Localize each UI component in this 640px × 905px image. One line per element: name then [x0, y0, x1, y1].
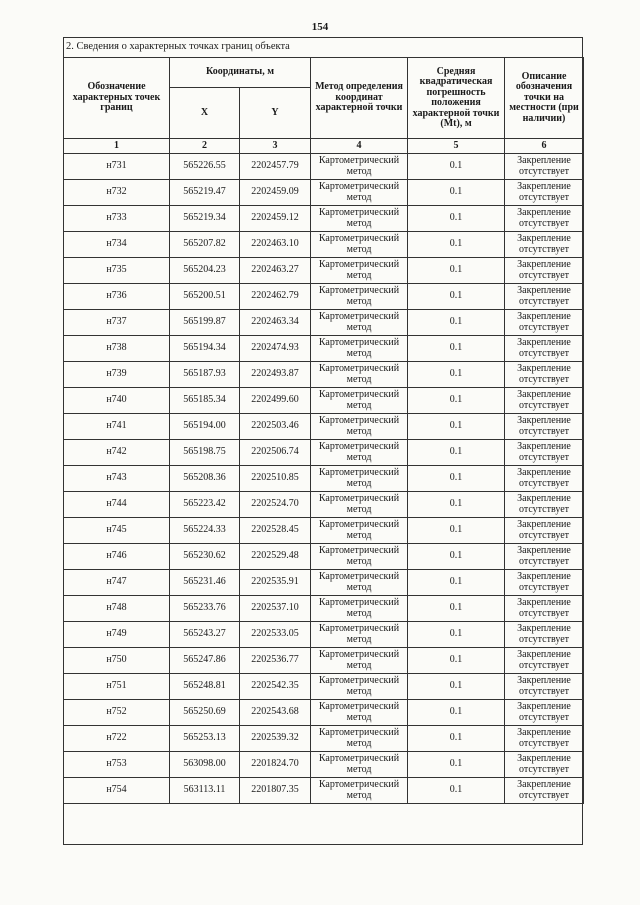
- mean-error-cell: 0.1: [408, 154, 505, 180]
- description-cell: Закрепление отсутствует: [505, 596, 584, 622]
- coord-x-cell: 565224.33: [170, 518, 240, 544]
- description-cell: Закрепление отсутствует: [505, 778, 584, 804]
- mean-error-cell: 0.1: [408, 544, 505, 570]
- coord-y-cell: 2202542.35: [240, 674, 311, 700]
- table-row: [64, 336, 584, 362]
- point-id-cell: н731: [64, 154, 170, 180]
- coord-x-cell: 565226.55: [170, 154, 240, 180]
- header-y: Y: [240, 88, 311, 139]
- column-number: 4: [311, 139, 408, 154]
- description-cell: Закрепление отсутствует: [505, 154, 584, 180]
- coord-x-cell: 565248.81: [170, 674, 240, 700]
- method-cell: Картометрический метод: [311, 206, 408, 232]
- section-title: 2. Сведения о характерных точках границ объекта: [66, 41, 290, 52]
- header-coordinates: Координаты, м: [170, 58, 311, 88]
- point-id-cell: н732: [64, 180, 170, 206]
- mean-error-cell: 0.1: [408, 674, 505, 700]
- description-cell: Закрепление отсутствует: [505, 258, 584, 284]
- coord-y-cell: 2202539.32: [240, 726, 311, 752]
- coord-x-cell: 565198.75: [170, 440, 240, 466]
- coord-y-cell: 2202510.85: [240, 466, 311, 492]
- point-id-cell: н749: [64, 622, 170, 648]
- coord-y-cell: 2202535.91: [240, 570, 311, 596]
- description-cell: Закрепление отсутствует: [505, 362, 584, 388]
- header-error: Средняя квадратическая погрешность положения характерной точки (Mt), м: [408, 58, 505, 139]
- description-cell: Закрепление отсутствует: [505, 492, 584, 518]
- table-row: [64, 570, 584, 596]
- mean-error-cell: 0.1: [408, 258, 505, 284]
- table-row: [64, 726, 584, 752]
- coord-y-cell: 2202528.45: [240, 518, 311, 544]
- coord-y-cell: 2202459.12: [240, 206, 311, 232]
- point-id-cell: н741: [64, 414, 170, 440]
- point-id-cell: н746: [64, 544, 170, 570]
- description-cell: Закрепление отсутствует: [505, 336, 584, 362]
- coord-x-cell: 565204.23: [170, 258, 240, 284]
- coord-y-cell: 2202474.93: [240, 336, 311, 362]
- mean-error-cell: 0.1: [408, 700, 505, 726]
- mean-error-cell: 0.1: [408, 362, 505, 388]
- mean-error-cell: 0.1: [408, 596, 505, 622]
- column-number-row: [64, 139, 584, 154]
- method-cell: Картометрический метод: [311, 466, 408, 492]
- table-row: [64, 180, 584, 206]
- table-row: [64, 492, 584, 518]
- coord-x-cell: 565207.82: [170, 232, 240, 258]
- coord-x-cell: 565253.13: [170, 726, 240, 752]
- coord-y-cell: 2201807.35: [240, 778, 311, 804]
- header-method: Метод определения координат характерной точки: [311, 58, 408, 139]
- method-cell: Картометрический метод: [311, 180, 408, 206]
- table-row: [64, 206, 584, 232]
- method-cell: Картометрический метод: [311, 414, 408, 440]
- point-id-cell: н722: [64, 726, 170, 752]
- description-cell: Закрепление отсутствует: [505, 284, 584, 310]
- description-cell: Закрепление отсутствует: [505, 414, 584, 440]
- table-row: [64, 232, 584, 258]
- point-id-cell: н752: [64, 700, 170, 726]
- point-id-cell: н735: [64, 258, 170, 284]
- coord-y-cell: 2202462.79: [240, 284, 311, 310]
- description-cell: Закрепление отсутствует: [505, 674, 584, 700]
- description-cell: Закрепление отсутствует: [505, 180, 584, 206]
- coord-y-cell: 2202529.48: [240, 544, 311, 570]
- coord-x-cell: 565199.87: [170, 310, 240, 336]
- point-id-cell: н740: [64, 388, 170, 414]
- description-cell: Закрепление отсутствует: [505, 570, 584, 596]
- point-id-cell: н754: [64, 778, 170, 804]
- coord-x-cell: 565233.76: [170, 596, 240, 622]
- mean-error-cell: 0.1: [408, 752, 505, 778]
- description-cell: Закрепление отсутствует: [505, 622, 584, 648]
- coord-x-cell: 565194.34: [170, 336, 240, 362]
- table-row: [64, 778, 584, 804]
- point-id-cell: н751: [64, 674, 170, 700]
- coord-y-cell: 2202463.34: [240, 310, 311, 336]
- coord-x-cell: 565187.93: [170, 362, 240, 388]
- table-row: [64, 622, 584, 648]
- method-cell: Картометрический метод: [311, 596, 408, 622]
- method-cell: Картометрический метод: [311, 570, 408, 596]
- coord-y-cell: 2202493.87: [240, 362, 311, 388]
- coord-x-cell: 565185.34: [170, 388, 240, 414]
- point-id-cell: н742: [64, 440, 170, 466]
- page-number: 154: [311, 21, 329, 33]
- mean-error-cell: 0.1: [408, 726, 505, 752]
- method-cell: Картометрический метод: [311, 674, 408, 700]
- point-id-cell: н748: [64, 596, 170, 622]
- coord-y-cell: 2202503.46: [240, 414, 311, 440]
- coord-x-cell: 565219.34: [170, 206, 240, 232]
- column-number: 1: [64, 139, 170, 154]
- header-description: Описание обозначения точки на местности (при наличии): [505, 58, 584, 139]
- table-row: [64, 466, 584, 492]
- point-id-cell: н747: [64, 570, 170, 596]
- method-cell: Картометрический метод: [311, 622, 408, 648]
- coord-y-cell: 2202499.60: [240, 388, 311, 414]
- description-cell: Закрепление отсутствует: [505, 544, 584, 570]
- table-row: [64, 310, 584, 336]
- mean-error-cell: 0.1: [408, 518, 505, 544]
- table-row: [64, 258, 584, 284]
- table-row: [64, 752, 584, 778]
- coord-x-cell: 565243.27: [170, 622, 240, 648]
- mean-error-cell: 0.1: [408, 388, 505, 414]
- coord-x-cell: 565230.62: [170, 544, 240, 570]
- mean-error-cell: 0.1: [408, 466, 505, 492]
- table-row: [64, 648, 584, 674]
- point-id-cell: н739: [64, 362, 170, 388]
- point-id-cell: н738: [64, 336, 170, 362]
- description-cell: Закрепление отсутствует: [505, 232, 584, 258]
- point-id-cell: н750: [64, 648, 170, 674]
- mean-error-cell: 0.1: [408, 778, 505, 804]
- coord-x-cell: 565208.36: [170, 466, 240, 492]
- description-cell: Закрепление отсутствует: [505, 518, 584, 544]
- mean-error-cell: 0.1: [408, 648, 505, 674]
- method-cell: Картометрический метод: [311, 232, 408, 258]
- description-cell: Закрепление отсутствует: [505, 310, 584, 336]
- coord-x-cell: 565219.47: [170, 180, 240, 206]
- mean-error-cell: 0.1: [408, 284, 505, 310]
- method-cell: Картометрический метод: [311, 310, 408, 336]
- coord-x-cell: 565194.00: [170, 414, 240, 440]
- mean-error-cell: 0.1: [408, 336, 505, 362]
- header-x: X: [170, 88, 240, 139]
- header-designation: Обозначение характерных точек границ: [64, 58, 170, 139]
- description-cell: Закрепление отсутствует: [505, 700, 584, 726]
- coord-x-cell: 563113.11: [170, 778, 240, 804]
- method-cell: Картометрический метод: [311, 700, 408, 726]
- method-cell: Картометрический метод: [311, 518, 408, 544]
- point-id-cell: н733: [64, 206, 170, 232]
- coord-x-cell: 565200.51: [170, 284, 240, 310]
- table-row: [64, 596, 584, 622]
- method-cell: Картометрический метод: [311, 648, 408, 674]
- section-frame: [63, 37, 583, 845]
- coord-y-cell: 2202457.79: [240, 154, 311, 180]
- coord-y-cell: 2202459.09: [240, 180, 311, 206]
- point-id-cell: н753: [64, 752, 170, 778]
- coord-y-cell: 2202506.74: [240, 440, 311, 466]
- mean-error-cell: 0.1: [408, 180, 505, 206]
- mean-error-cell: 0.1: [408, 570, 505, 596]
- mean-error-cell: 0.1: [408, 206, 505, 232]
- coord-x-cell: 565247.86: [170, 648, 240, 674]
- table-row: [64, 388, 584, 414]
- method-cell: Картометрический метод: [311, 544, 408, 570]
- method-cell: Картометрический метод: [311, 362, 408, 388]
- column-number: 5: [408, 139, 505, 154]
- mean-error-cell: 0.1: [408, 492, 505, 518]
- table-row: [64, 544, 584, 570]
- coord-y-cell: 2202524.70: [240, 492, 311, 518]
- mean-error-cell: 0.1: [408, 310, 505, 336]
- point-id-cell: н734: [64, 232, 170, 258]
- mean-error-cell: 0.1: [408, 440, 505, 466]
- table-row: [64, 154, 584, 180]
- mean-error-cell: 0.1: [408, 232, 505, 258]
- coord-y-cell: 2202463.10: [240, 232, 311, 258]
- description-cell: Закрепление отсутствует: [505, 648, 584, 674]
- method-cell: Картометрический метод: [311, 778, 408, 804]
- boundary-points-table: [63, 57, 584, 804]
- description-cell: Закрепление отсутствует: [505, 726, 584, 752]
- table-row: [64, 700, 584, 726]
- coord-y-cell: 2202536.77: [240, 648, 311, 674]
- coord-y-cell: 2202537.10: [240, 596, 311, 622]
- mean-error-cell: 0.1: [408, 414, 505, 440]
- point-id-cell: н743: [64, 466, 170, 492]
- coord-y-cell: 2202463.27: [240, 258, 311, 284]
- coord-x-cell: 565231.46: [170, 570, 240, 596]
- table-body: [64, 154, 584, 804]
- method-cell: Картометрический метод: [311, 726, 408, 752]
- description-cell: Закрепление отсутствует: [505, 466, 584, 492]
- point-id-cell: н737: [64, 310, 170, 336]
- coord-x-cell: 563098.00: [170, 752, 240, 778]
- point-id-cell: н745: [64, 518, 170, 544]
- coord-y-cell: 2202543.68: [240, 700, 311, 726]
- method-cell: Картометрический метод: [311, 388, 408, 414]
- description-cell: Закрепление отсутствует: [505, 752, 584, 778]
- column-number: 3: [240, 139, 311, 154]
- method-cell: Картометрический метод: [311, 336, 408, 362]
- column-number: 6: [505, 139, 584, 154]
- column-number: 2: [170, 139, 240, 154]
- table-row: [64, 518, 584, 544]
- mean-error-cell: 0.1: [408, 622, 505, 648]
- point-id-cell: н736: [64, 284, 170, 310]
- coord-y-cell: 2202533.05: [240, 622, 311, 648]
- table-row: [64, 440, 584, 466]
- method-cell: Картометрический метод: [311, 258, 408, 284]
- method-cell: Картометрический метод: [311, 752, 408, 778]
- method-cell: Картометрический метод: [311, 440, 408, 466]
- description-cell: Закрепление отсутствует: [505, 206, 584, 232]
- table-row: [64, 414, 584, 440]
- table-row: [64, 284, 584, 310]
- table-row: [64, 362, 584, 388]
- table-row: [64, 674, 584, 700]
- coord-x-cell: 565250.69: [170, 700, 240, 726]
- description-cell: Закрепление отсутствует: [505, 440, 584, 466]
- description-cell: Закрепление отсутствует: [505, 388, 584, 414]
- method-cell: Картометрический метод: [311, 492, 408, 518]
- coord-y-cell: 2201824.70: [240, 752, 311, 778]
- coord-x-cell: 565223.42: [170, 492, 240, 518]
- point-id-cell: н744: [64, 492, 170, 518]
- method-cell: Картометрический метод: [311, 154, 408, 180]
- method-cell: Картометрический метод: [311, 284, 408, 310]
